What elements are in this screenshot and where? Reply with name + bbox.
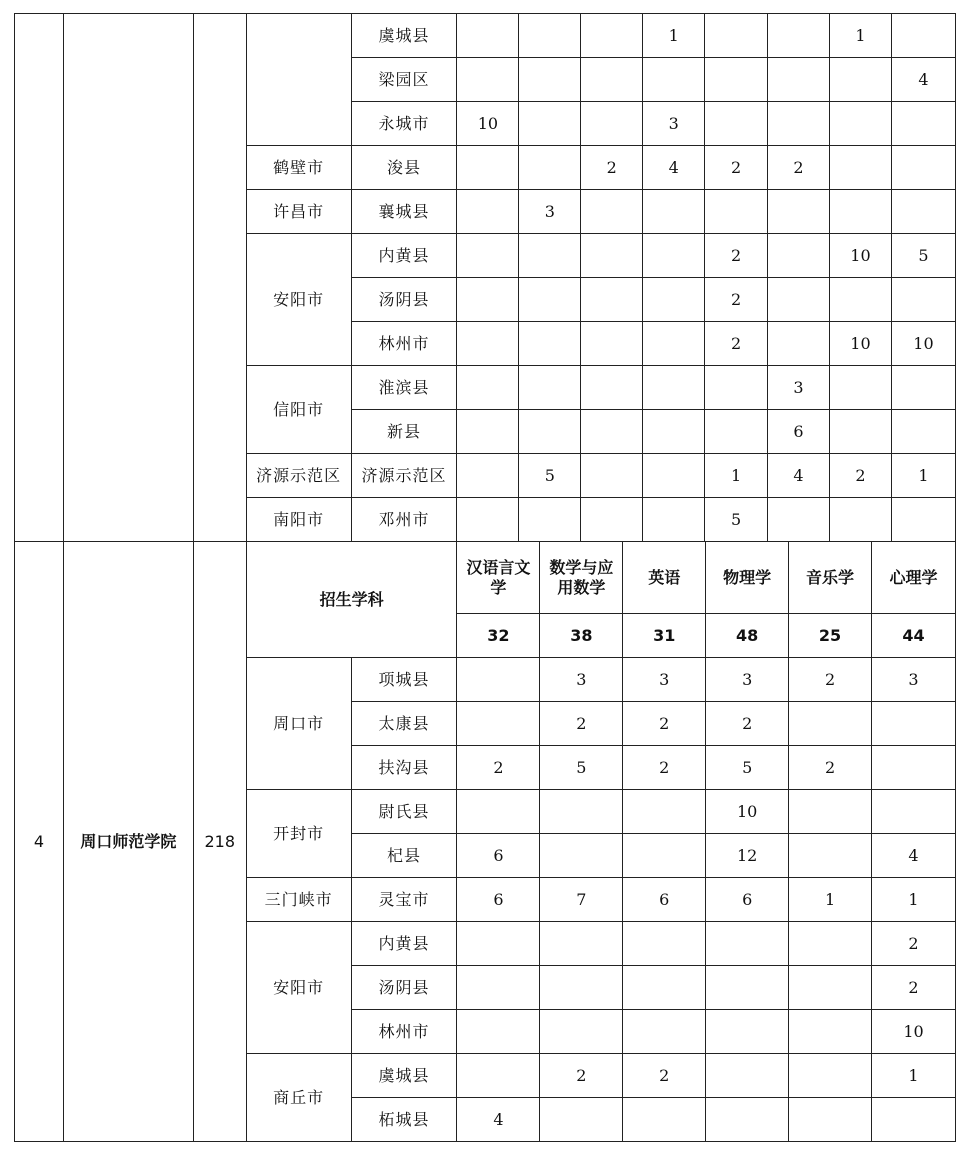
value-cell [457,278,519,322]
value-cell [829,102,891,146]
value-cell: 6 [706,878,789,922]
value-cell: 2 [872,966,956,1010]
index-cell-empty [15,14,64,542]
value-cell [789,834,872,878]
value-cell: 5 [705,498,768,542]
county-cell: 邓州市 [351,498,457,542]
county-cell: 淮滨县 [351,366,457,410]
value-cell: 5 [519,454,581,498]
value-cell [829,366,891,410]
value-cell [643,498,705,542]
value-cell [643,58,705,102]
value-cell: 2 [872,922,956,966]
value-cell: 4 [768,454,830,498]
value-cell: 2 [623,702,706,746]
subject-count: 25 [789,614,872,658]
value-cell [519,234,581,278]
value-cell: 1 [872,878,956,922]
city-cell: 许昌市 [246,190,351,234]
value-cell [519,102,581,146]
subject-count: 31 [623,614,706,658]
value-cell: 10 [891,322,955,366]
subject-header: 数学与应用数学 [540,542,623,614]
value-cell [540,1010,623,1054]
county-cell: 灵宝市 [351,878,457,922]
value-cell [891,190,955,234]
county-cell: 项城县 [351,658,457,702]
value-cell [457,366,519,410]
value-cell [623,790,706,834]
value-cell [643,366,705,410]
value-cell [706,1010,789,1054]
value-cell [581,14,643,58]
value-cell [705,58,768,102]
value-cell: 5 [891,234,955,278]
table-header-row [15,542,956,614]
value-cell: 10 [457,102,519,146]
value-cell [891,14,955,58]
value-cell: 6 [457,878,540,922]
value-cell: 1 [789,878,872,922]
county-cell: 汤阴县 [351,278,457,322]
value-cell: 2 [705,278,768,322]
value-cell [829,58,891,102]
city-cell: 济源示范区 [246,454,351,498]
value-cell [519,410,581,454]
value-cell [519,322,581,366]
value-cell [581,278,643,322]
value-cell [705,366,768,410]
value-cell: 12 [706,834,789,878]
value-cell [581,454,643,498]
value-cell [519,146,581,190]
value-cell: 3 [540,658,623,702]
value-cell [829,410,891,454]
value-cell [872,1098,956,1142]
county-cell: 新县 [351,410,457,454]
county-cell: 浚县 [351,146,457,190]
value-cell: 10 [706,790,789,834]
county-cell: 永城市 [351,102,457,146]
value-cell [643,190,705,234]
value-cell: 2 [540,702,623,746]
value-cell [581,498,643,542]
value-cell: 2 [829,454,891,498]
value-cell: 1 [829,14,891,58]
value-cell [789,790,872,834]
value-cell [891,366,955,410]
value-cell [457,498,519,542]
total-quota-cell: 218 [193,542,246,1142]
value-cell [829,498,891,542]
value-cell: 6 [457,834,540,878]
value-cell [457,790,540,834]
value-cell [829,190,891,234]
value-cell [519,14,581,58]
value-cell [457,966,540,1010]
value-cell [891,498,955,542]
value-cell [705,410,768,454]
value-cell: 5 [540,746,623,790]
value-cell [457,234,519,278]
value-cell: 2 [789,746,872,790]
value-cell [623,922,706,966]
county-cell: 汤阴县 [351,966,457,1010]
value-cell: 2 [768,146,830,190]
value-cell [768,278,830,322]
value-cell [768,498,830,542]
value-cell [706,966,789,1010]
value-cell [891,410,955,454]
value-cell: 3 [623,658,706,702]
subject-header: 英语 [623,542,706,614]
city-cell: 周口市 [246,658,351,790]
value-cell [789,922,872,966]
value-cell [540,790,623,834]
city-cell: 开封市 [246,790,351,878]
value-cell [705,190,768,234]
value-cell: 10 [829,322,891,366]
value-cell: 4 [872,834,956,878]
value-cell [643,410,705,454]
city-cell: 商丘市 [246,1054,351,1142]
county-cell: 济源示范区 [351,454,457,498]
value-cell [643,322,705,366]
table-row [15,14,956,58]
county-cell: 内黄县 [351,234,457,278]
value-cell [706,922,789,966]
value-cell [829,278,891,322]
value-cell [457,922,540,966]
quota-table-continued [14,13,956,542]
value-cell [706,1098,789,1142]
value-cell [457,190,519,234]
county-cell: 尉氏县 [351,790,457,834]
value-cell: 3 [768,366,830,410]
value-cell [789,1098,872,1142]
value-cell: 2 [457,746,540,790]
value-cell [581,366,643,410]
value-cell [789,966,872,1010]
value-cell [643,278,705,322]
county-cell: 虞城县 [351,1054,457,1098]
value-cell: 1 [705,454,768,498]
county-cell: 梁园区 [351,58,457,102]
quota-table-school-4 [14,541,956,1142]
value-cell [457,410,519,454]
value-cell [789,1010,872,1054]
value-cell: 10 [872,1010,956,1054]
school-name-cell: 周口师范学院 [63,542,193,1142]
value-cell [457,454,519,498]
value-cell: 4 [643,146,705,190]
value-cell [519,58,581,102]
value-cell [540,966,623,1010]
county-cell: 柘城县 [351,1098,457,1142]
value-cell [789,702,872,746]
county-cell: 襄城县 [351,190,457,234]
value-cell [457,58,519,102]
subject-header: 心理学 [872,542,956,614]
index-cell: 4 [15,542,64,1142]
value-cell [643,454,705,498]
value-cell [872,746,956,790]
value-cell [891,278,955,322]
county-cell: 虞城县 [351,14,457,58]
value-cell [581,322,643,366]
city-cell: 南阳市 [246,498,351,542]
value-cell [519,278,581,322]
value-cell: 3 [872,658,956,702]
value-cell [872,790,956,834]
value-cell [705,102,768,146]
county-cell: 太康县 [351,702,457,746]
value-cell [768,234,830,278]
subject-count: 44 [872,614,956,658]
value-cell [623,1098,706,1142]
value-cell [457,1010,540,1054]
city-cell: 三门峡市 [246,878,351,922]
value-cell: 1 [643,14,705,58]
value-cell: 4 [891,58,955,102]
city-cell: 安阳市 [246,234,351,366]
value-cell: 2 [705,234,768,278]
subject-header: 汉语言文学 [457,542,540,614]
value-cell [457,658,540,702]
value-cell [768,322,830,366]
value-cell [519,366,581,410]
value-cell [457,1054,540,1098]
value-cell [540,834,623,878]
value-cell: 2 [623,1054,706,1098]
county-cell: 林州市 [351,1010,457,1054]
value-cell [768,58,830,102]
value-cell: 2 [705,146,768,190]
value-cell: 6 [768,410,830,454]
subject-header: 音乐学 [789,542,872,614]
subject-count: 32 [457,614,540,658]
value-cell [457,702,540,746]
value-cell [891,146,955,190]
value-cell: 2 [789,658,872,702]
value-cell: 1 [872,1054,956,1098]
value-cell [457,322,519,366]
subject-count: 38 [540,614,623,658]
value-cell [891,102,955,146]
value-cell [581,410,643,454]
total-cell-empty [193,14,246,542]
county-cell: 杞县 [351,834,457,878]
value-cell [789,1054,872,1098]
subject-header: 物理学 [706,542,789,614]
value-cell [705,14,768,58]
value-cell [768,190,830,234]
county-cell: 林州市 [351,322,457,366]
city-cell: 鹤壁市 [246,146,351,190]
value-cell [768,102,830,146]
value-cell [872,702,956,746]
value-cell [581,190,643,234]
city-cell: 信阳市 [246,366,351,454]
value-cell [581,102,643,146]
value-cell [457,146,519,190]
school-cell-empty [63,14,193,542]
value-cell: 1 [891,454,955,498]
value-cell: 2 [540,1054,623,1098]
value-cell: 4 [457,1098,540,1142]
value-cell: 6 [623,878,706,922]
enrollment-subject-header: 招生学科 [246,542,457,658]
county-cell: 扶沟县 [351,746,457,790]
value-cell [829,146,891,190]
value-cell [581,58,643,102]
city-cell: 安阳市 [246,922,351,1054]
value-cell [540,1098,623,1142]
value-cell: 2 [705,322,768,366]
value-cell: 10 [829,234,891,278]
value-cell: 3 [643,102,705,146]
value-cell: 3 [706,658,789,702]
value-cell: 2 [581,146,643,190]
value-cell [643,234,705,278]
value-cell: 5 [706,746,789,790]
city-cell [246,14,351,146]
value-cell [581,234,643,278]
value-cell [706,1054,789,1098]
value-cell [623,1010,706,1054]
value-cell: 2 [623,746,706,790]
county-cell: 内黄县 [351,922,457,966]
subject-count: 48 [706,614,789,658]
value-cell [457,14,519,58]
value-cell [623,966,706,1010]
value-cell [768,14,830,58]
value-cell: 2 [706,702,789,746]
value-cell [540,922,623,966]
value-cell: 7 [540,878,623,922]
value-cell [623,834,706,878]
value-cell [519,498,581,542]
value-cell: 3 [519,190,581,234]
